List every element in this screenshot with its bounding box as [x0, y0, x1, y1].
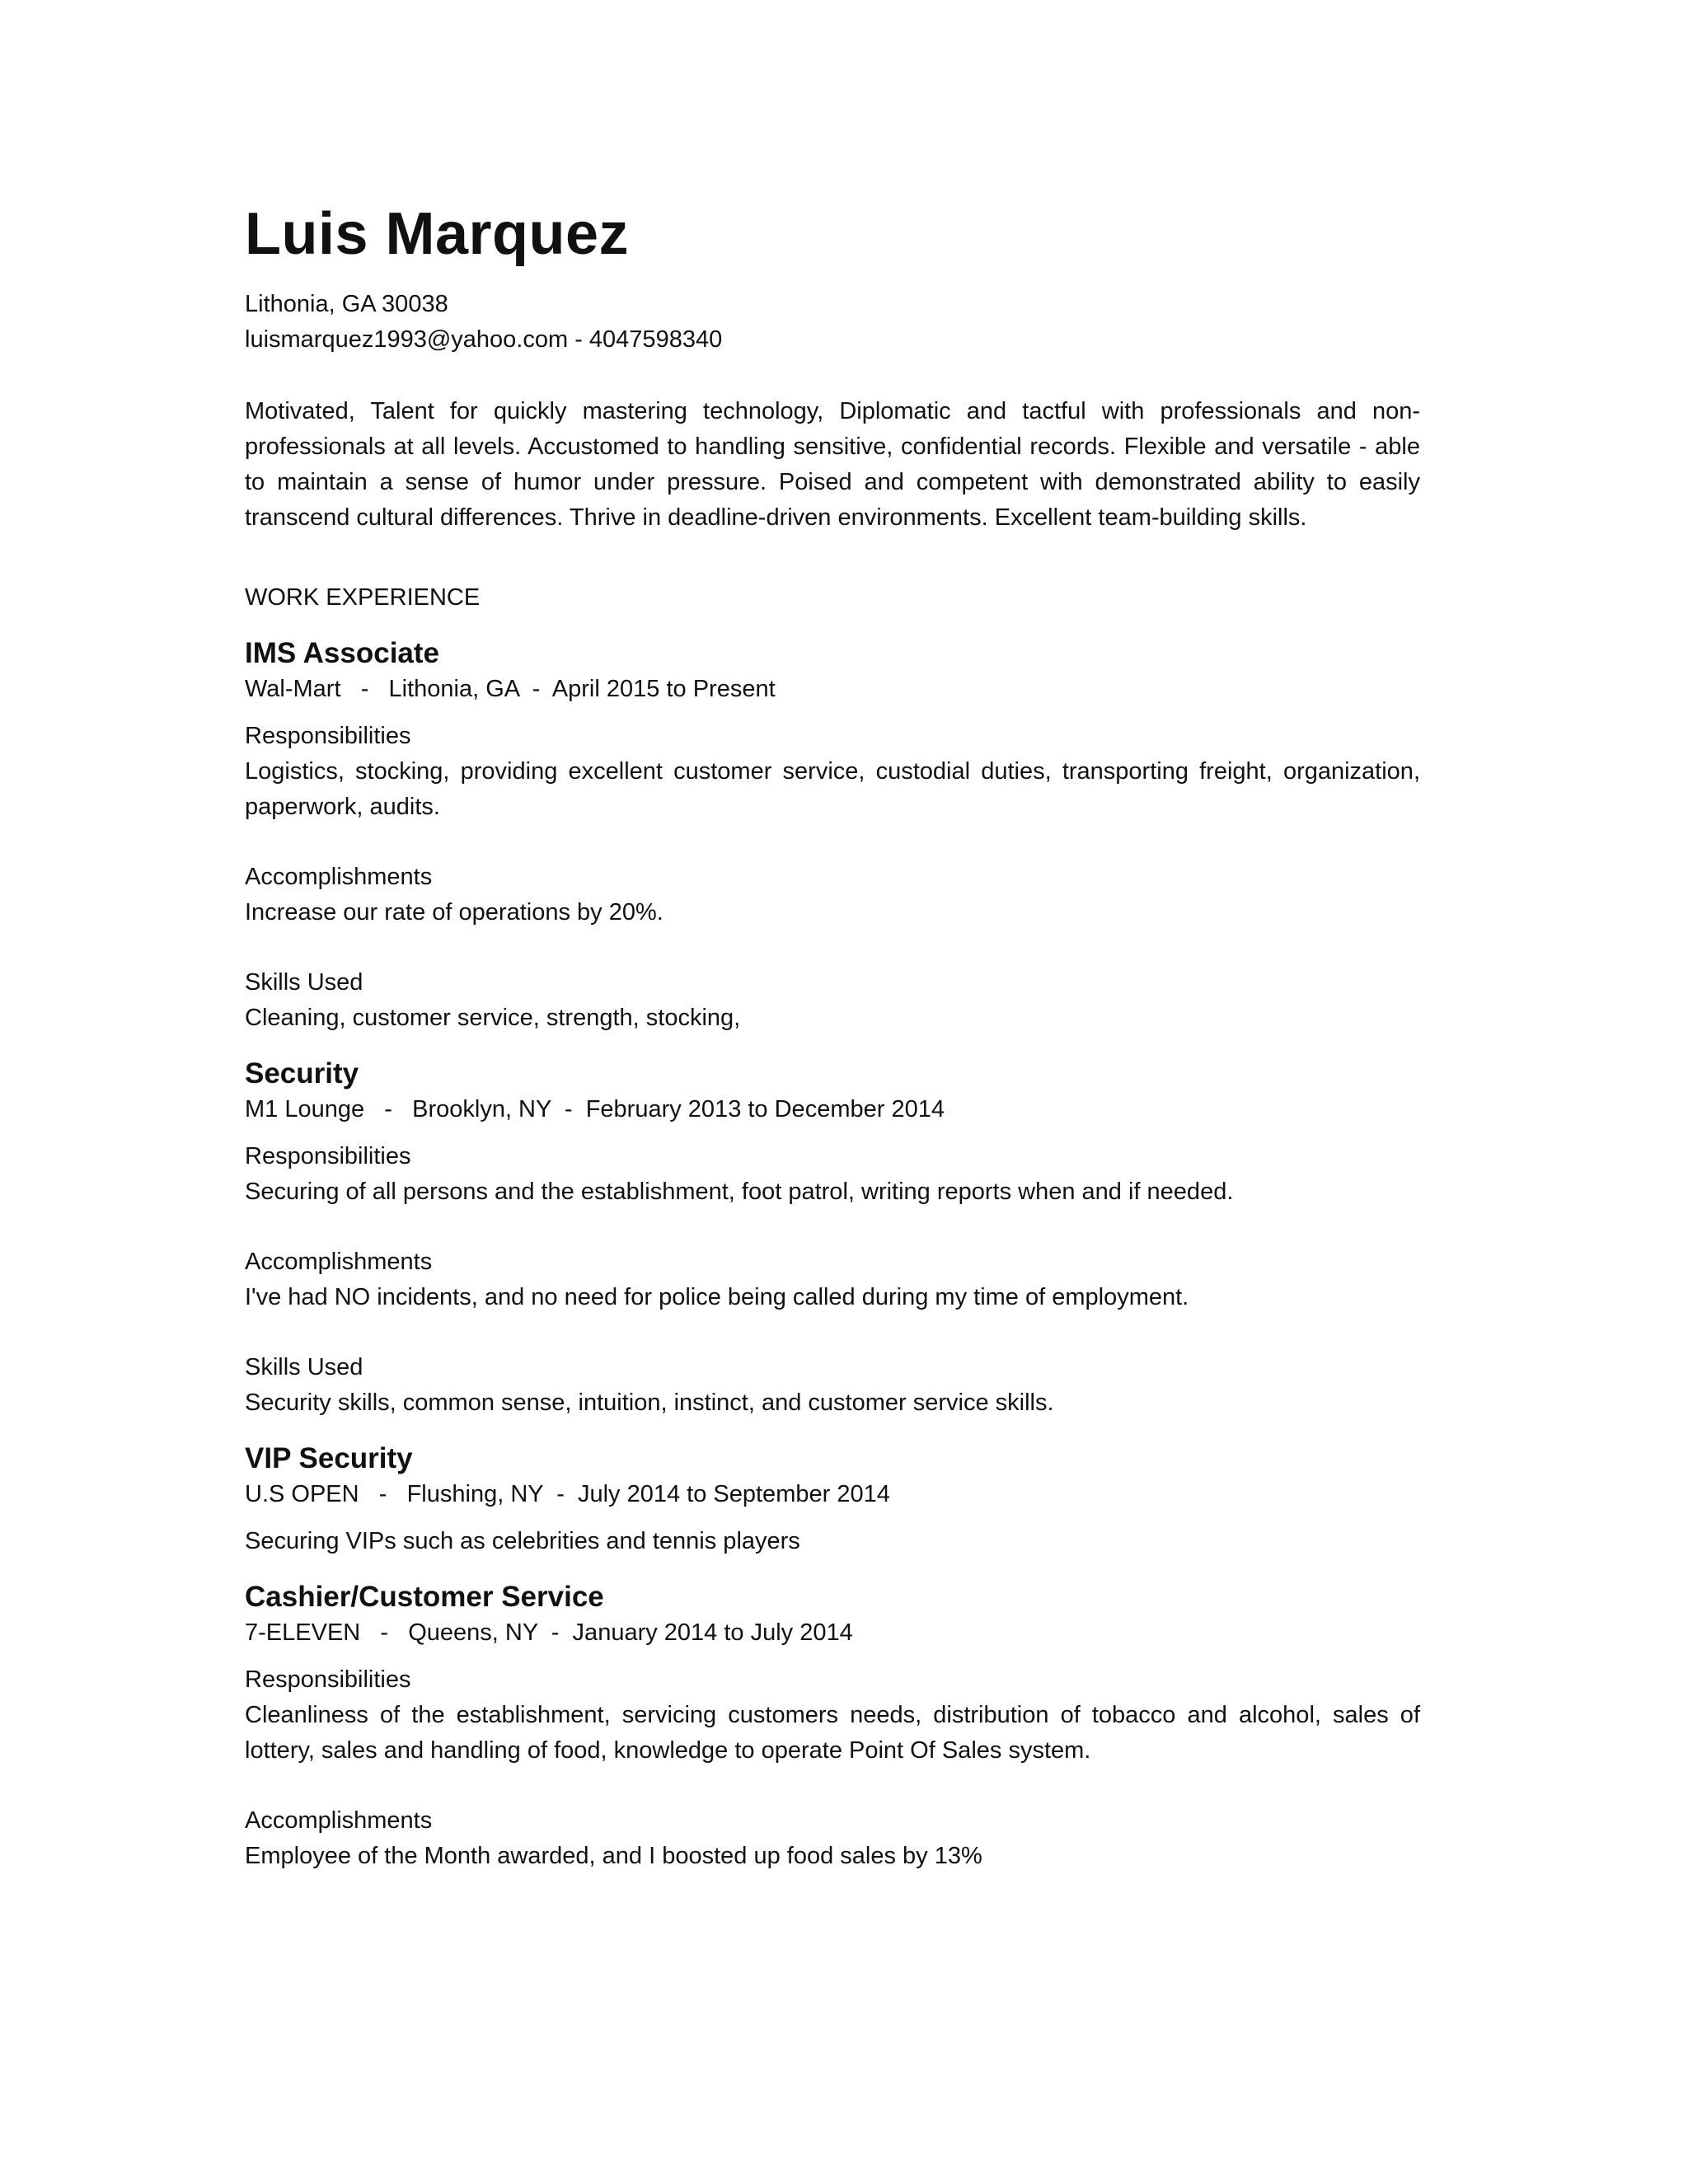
candidate-name: Luis Marquez: [245, 201, 630, 267]
contact-line: luismarquez1993@yahoo.com - 4047598340: [245, 326, 723, 353]
accomplishments-text: Increase our rate of operations by 20%.: [245, 899, 663, 926]
accomplishments-label: Accomplishments: [245, 1807, 433, 1834]
job-meta: M1 Lounge - Brooklyn, NY - February 2013 to December 2014: [245, 1096, 945, 1122]
job-entry: [245, 635, 1420, 1036]
job-entry: [245, 1579, 1420, 1874]
accomplishments-text: Employee of the Month awarded, and I boosted up food sales by 13%: [245, 1843, 982, 1869]
responsibilities-block: [245, 719, 1420, 825]
summary-paragraph: Motivated, Talent for quickly mastering technology, Diplomatic and tactful with professionals and non-professionals at all levels. Accustomed to handling sensitive, confidential records. Flexible and versatile - able to maintain a sense of humor under pressure. Poised and competent with demonstrated ability to easily transcend cultural differences. Thrive in deadline-driven environments. Excellent team-building skills.: [245, 398, 1420, 531]
accomplishments-text: I've had NO incidents, and no need for police being called during my time of employment.: [245, 1284, 1189, 1310]
work-experience-heading: WORK EXPERIENCE: [245, 584, 481, 611]
resume-page: [245, 198, 1420, 1874]
accomplishments-block: [245, 860, 1420, 930]
accomplishments-block: [245, 1244, 1420, 1315]
skills-text: Security skills, common sense, intuition, instinct, and customer service skills.: [245, 1390, 1054, 1416]
skills-block: [245, 1350, 1420, 1421]
responsibilities-label: Responsibilities: [245, 723, 411, 749]
accomplishments-label: Accomplishments: [245, 1249, 433, 1275]
job-title: Security: [245, 1057, 359, 1090]
accomplishments-label: Accomplishments: [245, 864, 433, 890]
responsibilities-text: Securing of all persons and the establishment, foot patrol, writing reports when and if needed.: [245, 1179, 1234, 1205]
job-description: Securing VIPs such as celebrities and tennis players: [245, 1528, 800, 1554]
job-title: Cashier/Customer Service: [245, 1581, 604, 1613]
skills-block: [245, 965, 1420, 1036]
job-meta: Wal-Mart - Lithonia, GA - April 2015 to Present: [245, 676, 776, 702]
responsibilities-text: Cleanliness of the establishment, servicing customers needs, distribution of tobacco and alcohol, sales of lottery, sales and handling of food, knowledge to operate Point Of Sales system.: [245, 1702, 1420, 1764]
job-entry: [245, 1441, 1420, 1559]
skills-text: Cleaning, customer service, strength, stocking,: [245, 1005, 741, 1031]
responsibilities-block: [245, 1139, 1420, 1210]
responsibilities-block: [245, 1662, 1420, 1769]
job-meta: U.S OPEN - Flushing, NY - July 2014 to September 2014: [245, 1481, 890, 1507]
job-entry: [245, 1056, 1420, 1421]
skills-label: Skills Used: [245, 1354, 363, 1380]
skills-label: Skills Used: [245, 969, 363, 996]
job-title: VIP Security: [245, 1442, 413, 1474]
responsibilities-label: Responsibilities: [245, 1666, 411, 1693]
job-title: IMS Associate: [245, 637, 440, 669]
responsibilities-label: Responsibilities: [245, 1143, 411, 1169]
accomplishments-block: [245, 1803, 1420, 1874]
job-meta: 7-ELEVEN - Queens, NY - January 2014 to July 2014: [245, 1619, 853, 1646]
responsibilities-text: Logistics, stocking, providing excellent customer service, custodial duties, transporting freight, organization, paperwork, audits.: [245, 758, 1420, 820]
location-line: Lithonia, GA 30038: [245, 291, 448, 317]
